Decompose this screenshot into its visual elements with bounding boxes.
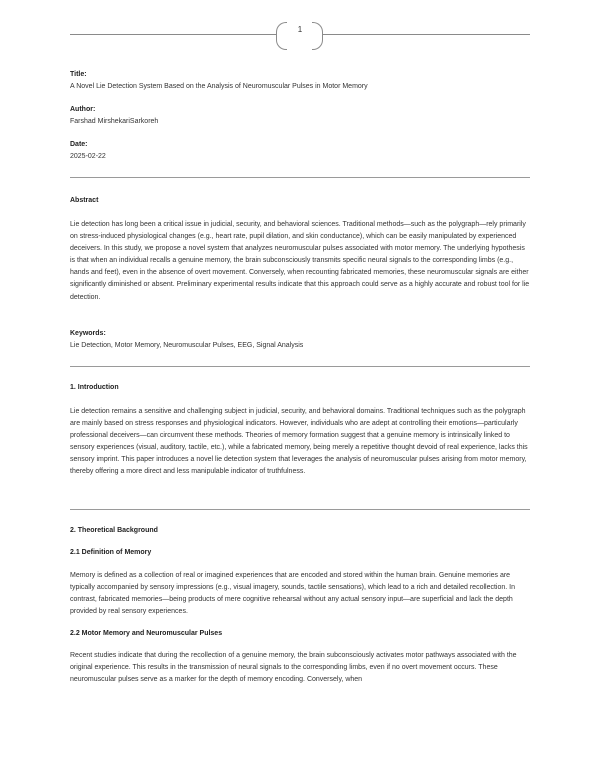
header-rule-left [70,34,276,35]
header-rule-right [322,34,530,35]
paper-title: A Novel Lie Detection System Based on the Analysis of Neuromuscular Pulses in Motor Memory [70,83,368,90]
divider [70,366,530,367]
memory-definition-heading: 2.1 Definition of Memory [70,549,152,556]
author-name: Farshad MirshekariSarkoreh [70,118,159,125]
page-number: 1 [297,25,303,34]
title-label: Title: [70,71,87,78]
motor-memory-text: Recent studies indicate that during the recollection of a genuine memory, the brain subconsciously activates motor pathways associated with the original experience. This results in the transmission of neural signals to the corresponding limbs, even if no overt movement occurs. These neuromuscular pulses serve as a marker for the depth of memory encoding. Conversely, when [70,652,517,684]
background-heading: 2. Theoretical Background [70,527,158,534]
motor-memory-heading: 2.2 Motor Memory and Neuromuscular Pulses [70,630,223,637]
page-header [0,0,600,60]
divider [70,509,530,510]
divider [70,177,530,178]
page-number-bracket-right [312,22,323,50]
publication-date: 2025-02-22 [70,153,106,160]
date-label: Date: [70,141,88,148]
introduction-heading: 1. Introduction [70,384,119,391]
keywords-text: Lie Detection, Motor Memory, Neuromuscular Pulses, EEG, Signal Analysis [70,342,304,349]
author-label: Author: [70,106,96,113]
abstract-text: Lie detection has long been a critical issue in judicial, security, and behavioral sciences. Traditional methods—such as the polygraph—rely primarily on stress-induced physiological changes (e.g., heart rate, pupil dilation, and skin conductance), which can be easily manipulated by experienced deceivers. In this study, we propose a novel system that analyzes neuromuscular pulses associated with motor memory. The underlying hypothesis is that when an individual recalls a genuine memory, the brain subconsciously transmits specific neural signals to the corresponding limbs (e.g., hands and feet), even in the absence of overt movement. Conversely, when recounting fabricated memories, these neuromuscular signals are either significantly diminished or absent. Preliminary experimental results indicate that this approach could serve as a highly accurate and robust tool for lie detection. [70,221,530,301]
keywords-label: Keywords: [70,330,106,337]
introduction-text: Lie detection remains a sensitive and challenging subject in judicial, security, and behavioral domains. Traditional techniques such as the polygraph are mainly based on stress responses and physiological indicators. However, individuals who are adept at controlling their emotions—particularly professional deceivers—can circumvent these methods. Theories of memory formation suggest that a genuine memory is intrinsically linked to sensory experiences (visual, auditory, tactile, etc.), while a fabricated memory, being merely a repetitive thought devoid of real experience, lacks this sensory imprint. This paper introduces a novel lie detection system that leverages the analysis of neuromuscular pulses arising from motor memory, thereby offering a more direct and less manipulable indicator of truthfulness. [70,408,528,476]
abstract-heading: Abstract [70,197,99,204]
page-number-bracket-left [276,22,287,50]
memory-definition-text: Memory is defined as a collection of real or imagined experiences that are encoded and stored within the human brain. Genuine memories are typically accompanied by sensory impressions (e.g., visual imagery, sounds, tactile sensations), which lead to a rich and detailed recollection. In contrast, fabricated memories—being products of mere cognitive rehearsal without any actual sensory input—are superficial and lack the depth provided by real sensory experiences. [70,572,515,616]
